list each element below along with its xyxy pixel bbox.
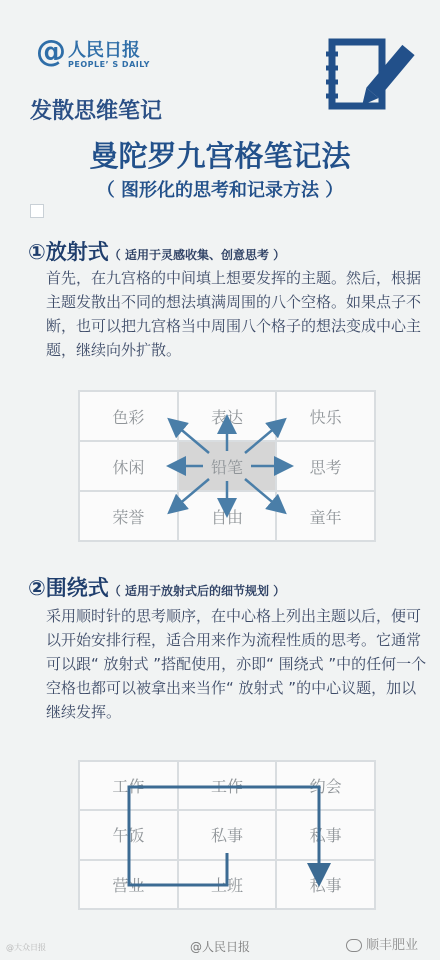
radial-grid [78, 390, 376, 542]
wechat-icon [346, 939, 362, 952]
grid-cell: 表达 [178, 391, 277, 441]
grid-cell: 上班 [178, 860, 277, 909]
section2-number: ② [28, 576, 46, 600]
grid-center-cell: 私事 [178, 810, 277, 859]
logo-name: 人民日报 [68, 40, 140, 61]
section1-note: （ 适用于灵感收集、创意思考 ） [108, 248, 286, 262]
grid-cell: 约会 [276, 761, 375, 810]
grid-cell: 私事 [276, 810, 375, 859]
small-square-icon [30, 204, 44, 218]
section1-paragraph: 首先，在九宫格的中间填上想要发挥的主题。然后，根据主题发散出不同的想法填满周围的八个空格。如果点子不断，也可以把九宫格当中周围八个格子的想法变成中心主题，继续向外扩散。 [46, 269, 422, 359]
grid-cell: 色彩 [79, 391, 178, 441]
footer-watermark: @大众日报 [6, 943, 46, 952]
grid-cell: 工作 [79, 761, 178, 810]
grid-cell: 童年 [276, 491, 375, 541]
section1-number: ① [28, 240, 46, 264]
section2-heading [28, 572, 285, 602]
footer-source: @人民日报 [190, 940, 251, 954]
grid-cell: 私事 [276, 860, 375, 909]
grid-cell: 思考 [276, 441, 375, 491]
title-line-1: 发散思维笔记 [30, 99, 163, 124]
grid-cell: 荣誉 [79, 491, 178, 541]
grid-center-cell: 铅笔 [178, 441, 277, 491]
logo-at-symbol: @ [36, 34, 66, 69]
grid-cell: 午饭 [79, 810, 178, 859]
footer-account-label: 顺丰肥业 [366, 938, 419, 953]
notebook-pencil-icon [320, 28, 416, 124]
grid-cell: 工作 [178, 761, 277, 810]
section1-heading [28, 236, 285, 266]
logo-subtitle: PEOPLE’ S DAILY [68, 60, 150, 69]
section1-title: 放射式 [45, 240, 109, 264]
grid-cell: 快乐 [276, 391, 375, 441]
section2-title: 围绕式 [45, 576, 109, 600]
title-line-2: 曼陀罗九宫格笔记法 [89, 139, 351, 173]
grid-cell: 营业 [79, 860, 178, 909]
section2-paragraph: 采用顺时针的思考顺序，在中心格上列出主题以后，便可以开始安排行程，适合用来作为流程性质的思考。它通常可以跟“ 放射式 ”搭配使用，亦即“ 围绕式 ”中的任何一个空格也都可以被拿出来当作“ 放射式 ”的中心议题，加以继续发挥。 [46, 607, 427, 721]
grid-cell: 自由 [178, 491, 277, 541]
circular-grid [78, 760, 376, 910]
title-line-3: （ 图形化的思考和记录方法 ） [96, 180, 344, 201]
grid-cell: 休闲 [79, 441, 178, 491]
section2-note: （ 适用于放射式后的细节规划 ） [108, 584, 286, 598]
footer-account [346, 934, 418, 953]
